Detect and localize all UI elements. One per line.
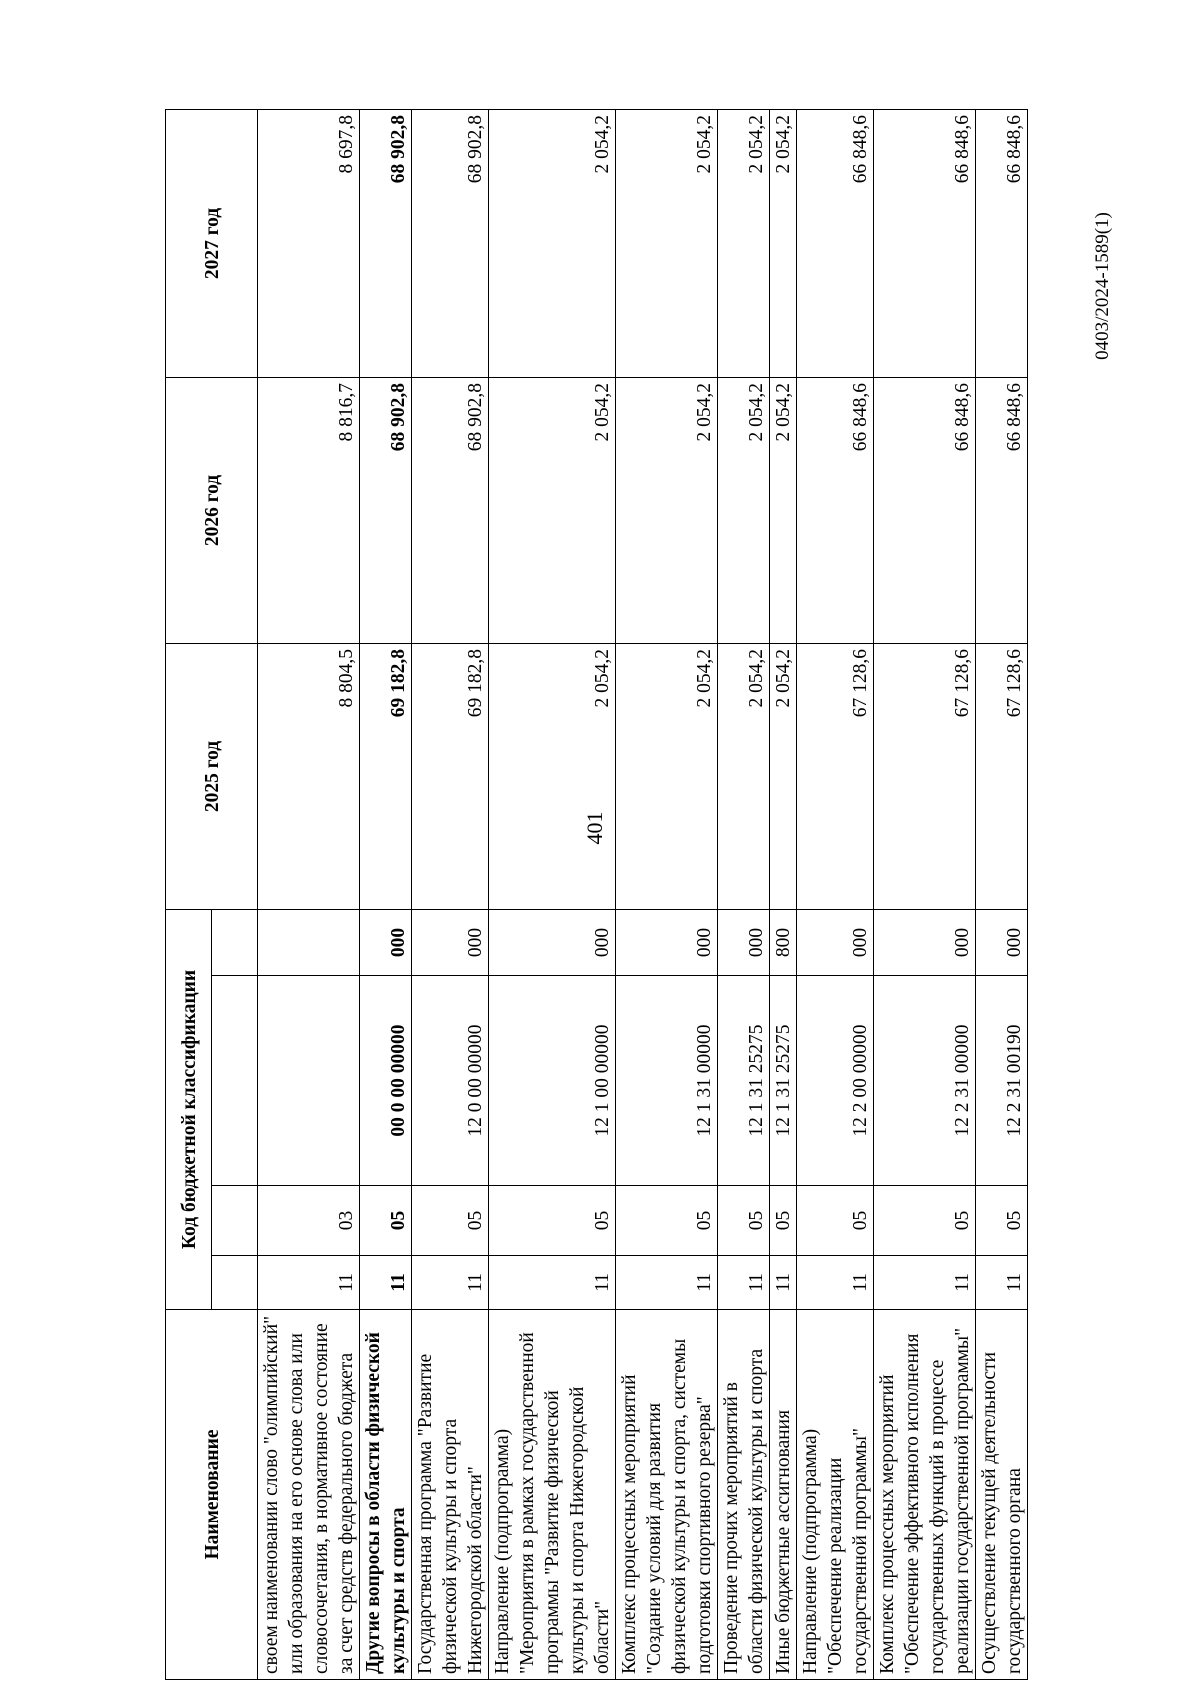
table-row (616, 110, 718, 1680)
table-cell-expense-type: 000 (976, 910, 1028, 976)
table-row (874, 110, 976, 1680)
table-cell-section: 11 (874, 1256, 976, 1310)
table-cell-name: Проведение прочих мероприятий в области физической культуры и спорта (718, 1310, 770, 1680)
budget-table-container (165, 110, 1165, 1680)
table-cell-2027: 66 848,6 (976, 110, 1028, 378)
table-cell-section: 11 (770, 1256, 797, 1310)
table-cell-name: Направление (подпрограмма) "Обеспечение реализации государственной программы" (797, 1310, 874, 1680)
table-cell-expense-type: 000 (360, 910, 412, 976)
table-cell-name: своем наименовании слово "олимпийский" или образования на его основе слова или словосочетания, в нормативное состояние за счет средств федерального бюджета (258, 1310, 360, 1680)
table-cell-2027: 2 054,2 (489, 110, 616, 378)
table-cell-target: 12 0 00 00000 (412, 976, 489, 1186)
table-cell-name: Комплекс процессных мероприятий "Создание условий для развития физической культуры и спорта, системы подготовки спортивного резерва" (616, 1310, 718, 1680)
table-cell-2026: 66 848,6 (797, 378, 874, 644)
table-cell-2026: 68 902,8 (412, 378, 489, 644)
table-cell-subsection: 05 (489, 1186, 616, 1256)
table-cell-2027: 68 902,8 (360, 110, 412, 378)
table-cell-subsection: 05 (360, 1186, 412, 1256)
table-cell-2025: 67 128,6 (976, 644, 1028, 910)
header-code-section (212, 1256, 258, 1310)
table-cell-target: 12 1 31 25275 (718, 976, 770, 1186)
table-cell-expense-type: 000 (412, 910, 489, 976)
table-cell-name: Государственная программа "Развитие физической культуры и спорта Нижегородской области" (412, 1310, 489, 1680)
table-cell-2027: 68 902,8 (412, 110, 489, 378)
table-body (258, 110, 1028, 1680)
table-cell-target: 12 1 31 25275 (770, 976, 797, 1186)
table-cell-2027: 66 848,6 (874, 110, 976, 378)
table-cell-subsection: 05 (770, 1186, 797, 1256)
table-cell-target: 12 1 00 00000 (489, 976, 616, 1186)
table-cell-2025: 69 182,8 (412, 644, 489, 910)
table-cell-target: 12 1 31 00000 (616, 976, 718, 1186)
table-cell-2026: 66 848,6 (874, 378, 976, 644)
header-2025: 2025 год (166, 644, 258, 910)
table-cell-section: 11 (616, 1256, 718, 1310)
table-cell-2025: 67 128,6 (874, 644, 976, 910)
table-cell-2025: 8 804,5 (258, 644, 360, 910)
page-number: 401 (582, 811, 607, 845)
table-cell-2025: 67 128,6 (797, 644, 874, 910)
table-cell-expense-type: 000 (718, 910, 770, 976)
table-cell-section: 11 (718, 1256, 770, 1310)
table-cell-subsection: 05 (616, 1186, 718, 1256)
budget-table (165, 109, 1028, 1680)
table-cell-2027: 2 054,2 (616, 110, 718, 378)
table-cell-2025: 69 182,8 (360, 644, 412, 910)
table-cell-target: 12 2 00 00000 (797, 976, 874, 1186)
header-2026: 2026 год (166, 378, 258, 644)
table-cell-2026: 2 054,2 (489, 378, 616, 644)
table-row (258, 110, 360, 1680)
header-code-group: Код бюджетной классификации (166, 910, 212, 1310)
table-cell-target: 12 2 31 00000 (874, 976, 976, 1186)
table-cell-2026: 2 054,2 (718, 378, 770, 644)
table-cell-expense-type: 000 (616, 910, 718, 976)
table-cell-subsection: 03 (258, 1186, 360, 1256)
table-cell-name: Комплекс процессных мероприятий "Обеспечение эффективного исполнения государственных функций в процессе реализации государственной программы" (874, 1310, 976, 1680)
table-cell-2026: 66 848,6 (976, 378, 1028, 644)
table-cell-name: Направление (подпрограмма) "Мероприятия в рамках государственной программы "Развитие физической культуры и спорта Нижегородской области" (489, 1310, 616, 1680)
table-cell-2027: 2 054,2 (770, 110, 797, 378)
table-cell-expense-type: 000 (797, 910, 874, 976)
table-cell-section: 11 (258, 1256, 360, 1310)
table-cell-2026: 2 054,2 (770, 378, 797, 644)
table-cell-section: 11 (976, 1256, 1028, 1310)
document-code: 0403/2024-1589(1) (1092, 212, 1113, 360)
table-cell-section: 11 (360, 1256, 412, 1310)
table-cell-name: Осуществление текущей деятельности государственного органа (976, 1310, 1028, 1680)
table-cell-2025: 2 054,2 (616, 644, 718, 910)
header-row (166, 110, 212, 1680)
table-cell-2026: 68 902,8 (360, 378, 412, 644)
table-cell-2027: 2 054,2 (718, 110, 770, 378)
table-cell-2025: 2 054,2 (489, 644, 616, 910)
table-cell-subsection: 05 (976, 1186, 1028, 1256)
table-row (412, 110, 489, 1680)
table-cell-2026: 8 816,7 (258, 378, 360, 644)
table-row (797, 110, 874, 1680)
table-cell-name: Иные бюджетные ассигнования (770, 1310, 797, 1680)
table-cell-2026: 2 054,2 (616, 378, 718, 644)
header-code-target (212, 976, 258, 1186)
table-cell-target (258, 976, 360, 1186)
table-cell-subsection: 05 (797, 1186, 874, 1256)
table-cell-subsection: 05 (874, 1186, 976, 1256)
table-row (360, 110, 412, 1680)
table-cell-target: 00 0 00 00000 (360, 976, 412, 1186)
header-code-subsection (212, 1186, 258, 1256)
table-cell-expense-type: 000 (874, 910, 976, 976)
header-2027: 2027 год (166, 110, 258, 378)
table-cell-section: 11 (412, 1256, 489, 1310)
table-cell-section: 11 (489, 1256, 616, 1310)
table-row (770, 110, 797, 1680)
table-cell-expense-type (258, 910, 360, 976)
table-cell-target: 12 2 31 00190 (976, 976, 1028, 1186)
header-name: Наименование (166, 1310, 258, 1680)
table-row (489, 110, 616, 1680)
table-cell-expense-type: 800 (770, 910, 797, 976)
table-cell-2025: 2 054,2 (718, 644, 770, 910)
header-code-type (212, 910, 258, 976)
table-cell-subsection: 05 (412, 1186, 489, 1256)
table-cell-2027: 66 848,6 (797, 110, 874, 378)
table-cell-expense-type: 000 (489, 910, 616, 976)
table-cell-name: Другие вопросы в области физической культуры и спорта (360, 1310, 412, 1680)
table-row (718, 110, 770, 1680)
table-row (976, 110, 1028, 1680)
table-cell-section: 11 (797, 1256, 874, 1310)
table-cell-2027: 8 697,8 (258, 110, 360, 378)
table-cell-subsection: 05 (718, 1186, 770, 1256)
table-cell-2025: 2 054,2 (770, 644, 797, 910)
